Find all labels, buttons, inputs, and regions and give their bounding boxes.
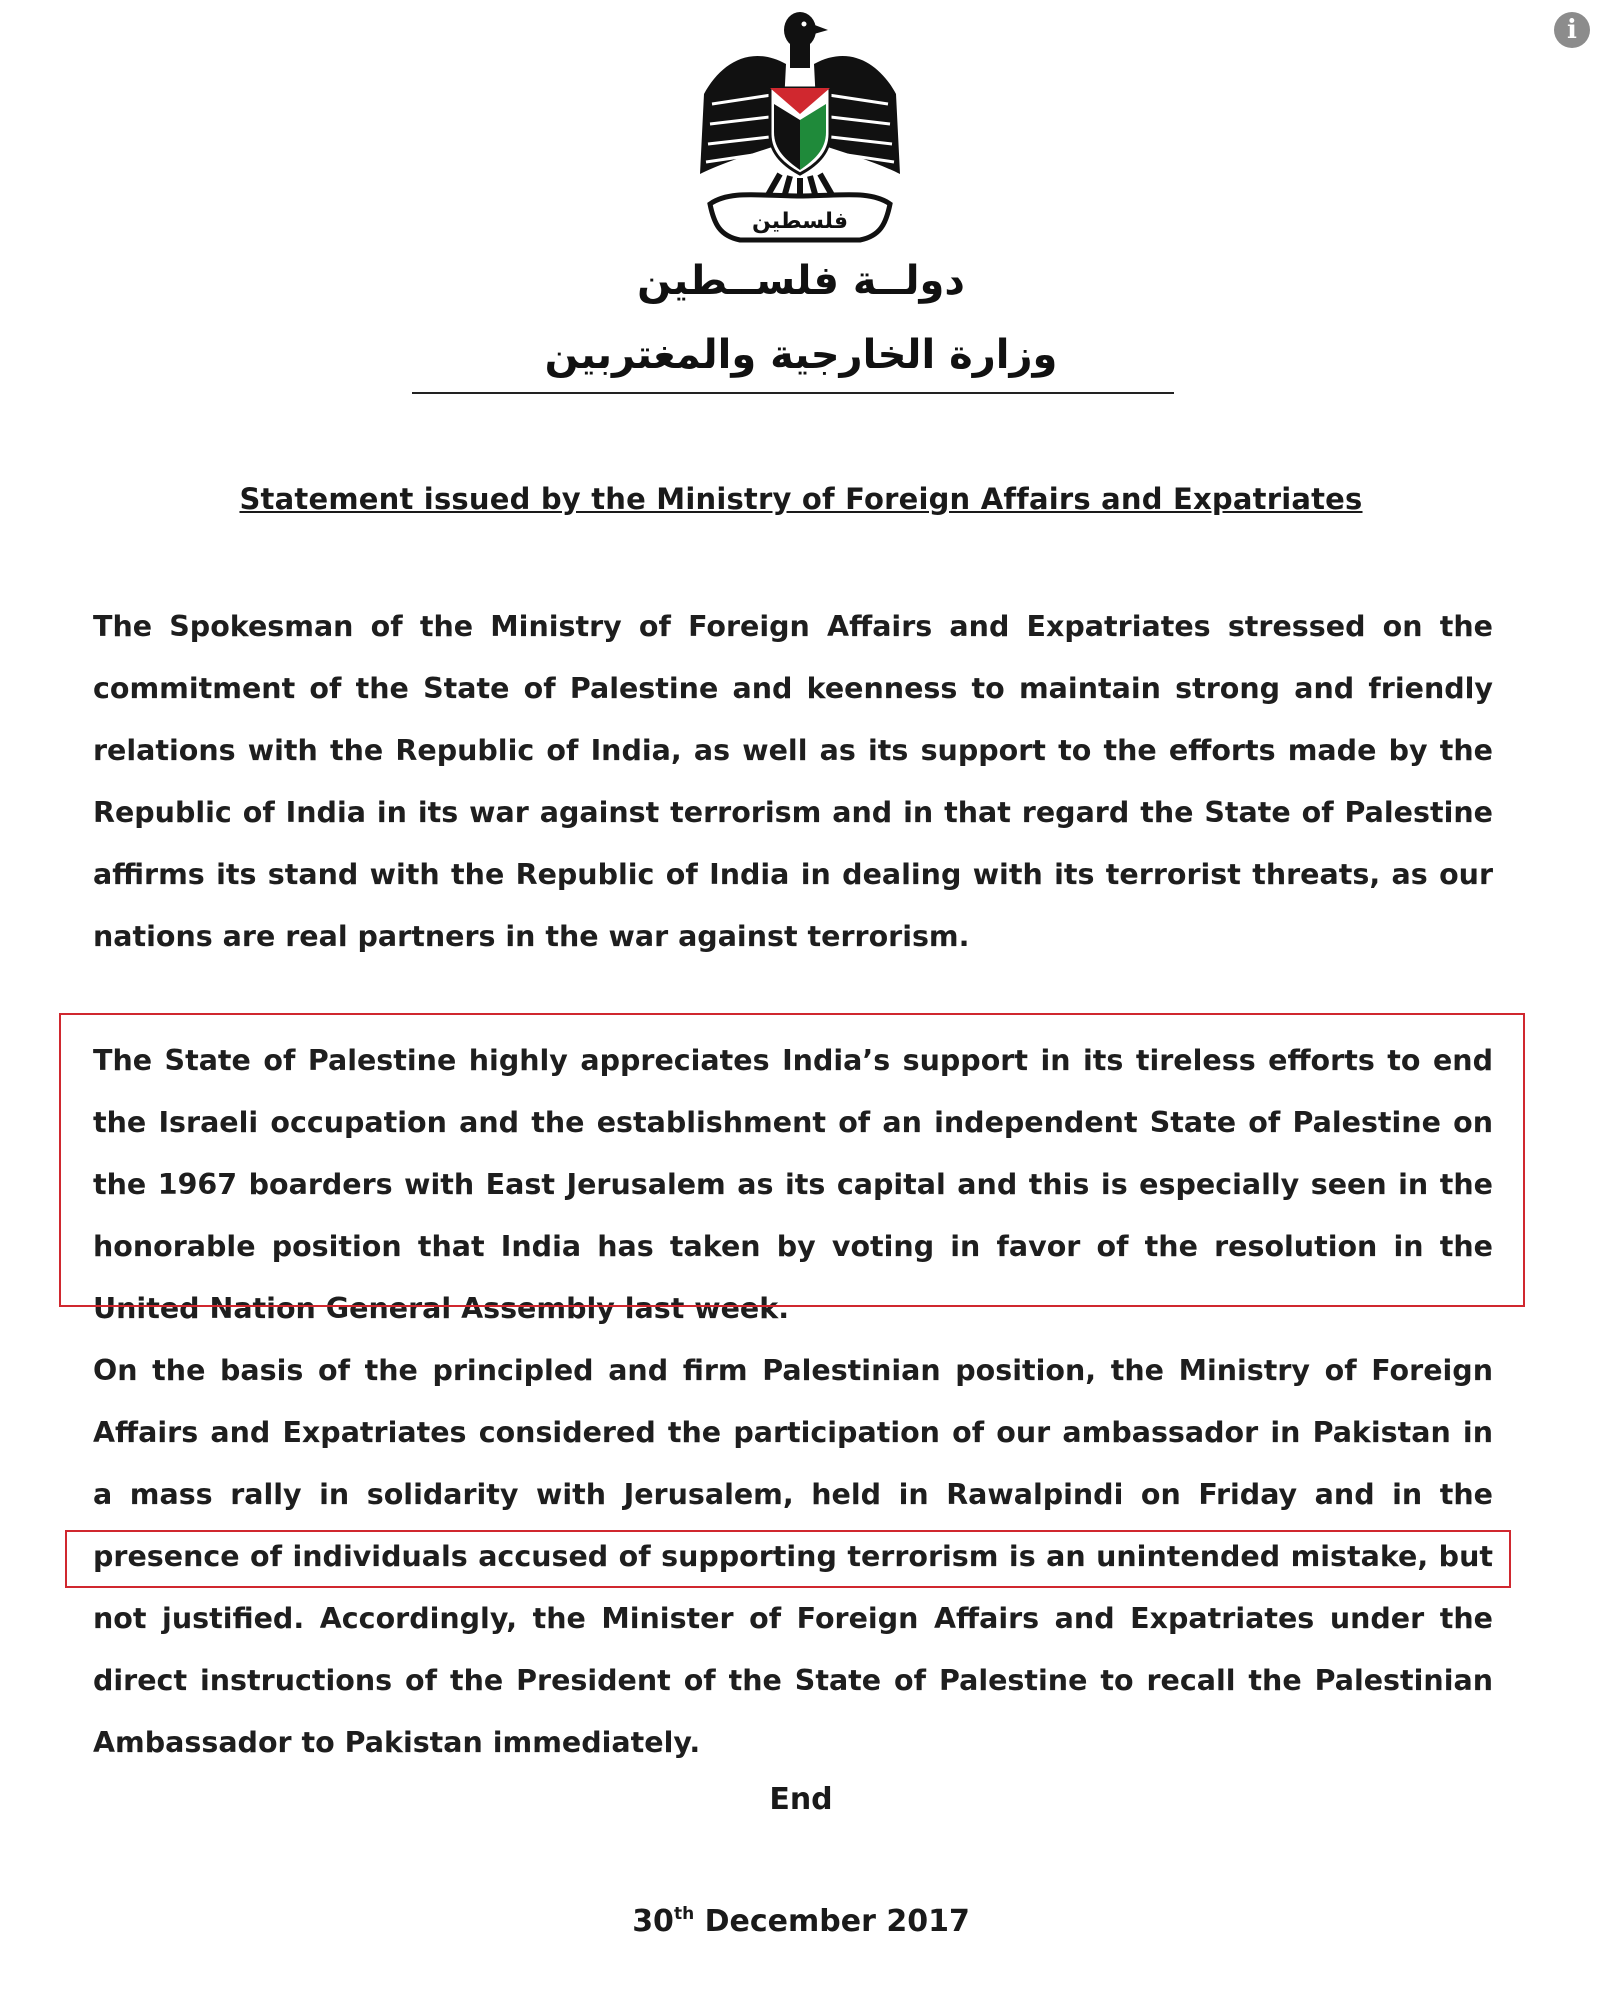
- statement-date: [0, 1904, 1602, 1939]
- highlight-box-paragraph-2: [59, 1013, 1525, 1307]
- info-icon[interactable]: i: [1554, 12, 1590, 48]
- paragraph-1: The Spokesman of the Ministry of Foreign Affairs and Expatriates stressed on the commitment of the State of Palestine and keenness to maintain strong and friendly relations with the Republic of India, as well as its support to the efforts made by the Republic of India in its war against terrorism and in that regard the State of Palestine affirms its stand with the Republic of India in dealing with its terrorist threats, as our nations are real partners in the war against terrorism.: [93, 610, 1493, 953]
- date-month-year: December 2017: [694, 1904, 970, 1939]
- header-arabic-state: دولــة فلســطين: [637, 258, 965, 304]
- header-divider: [412, 392, 1174, 394]
- paragraph-3: On the basis of the principled and firm Palestinian position, the Ministry of Foreign Affairs and Expatriates considered the participation of our ambassador in Pakistan in a mass rally in solidarity with Jerusalem, held in Rawalpindi on Friday and in the presence of individuals accused of supporting terrorism is an unintended mistake, but not justified. Accordingly, the Minister of Foreign Affairs and Expatriates under the direct instructions of the President of the State of Palestine to recall the Palestinian Ambassador to Pakistan immediately.: [93, 1354, 1493, 1759]
- header-arabic-ministry: وزارة الخارجية والمغتربين: [544, 332, 1058, 378]
- statement-title: Statement issued by the Ministry of Foreign Affairs and Expatriates: [239, 482, 1363, 516]
- end-label: End: [769, 1782, 833, 1817]
- paragraph-2: The State of Palestine highly appreciates India’s support in its tireless efforts to end the Israeli occupation and the establishment of an independent State of Palestine on the 1967 boarders with East Jerusalem as its capital and this is especially seen in the honorable position that India has taken by voting in favor of the resolution in the United Nation General Assembly last week.: [93, 1044, 1493, 1325]
- emblem-scroll-text: فلسطين: [752, 209, 848, 234]
- date-ordinal-suffix: th: [673, 1904, 695, 1924]
- date-day: 30: [632, 1904, 674, 1939]
- highlight-box-mistake-line: [65, 1530, 1511, 1588]
- palestine-eagle-emblem-icon: [690, 4, 910, 252]
